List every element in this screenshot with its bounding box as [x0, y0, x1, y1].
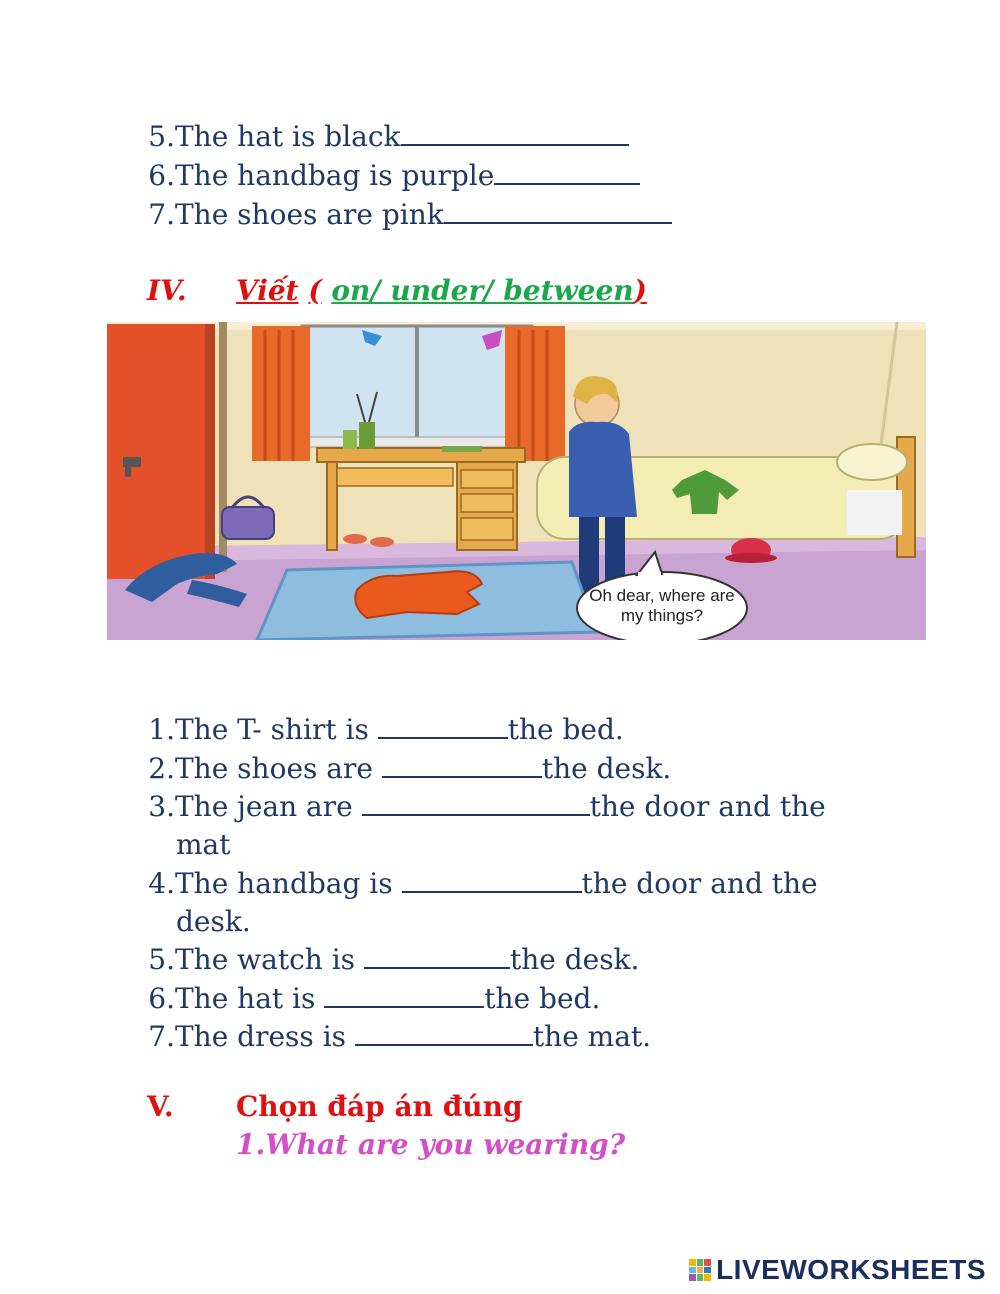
question-text-after: the bed. [507, 713, 624, 746]
item-text: The hat is black [175, 120, 401, 153]
answer-blank[interactable] [355, 1018, 533, 1046]
question-text-after: the door and the [589, 790, 826, 823]
answer-blank[interactable] [378, 711, 508, 739]
item-number: 5. [148, 943, 175, 976]
paren-close: ) [633, 274, 647, 307]
section-iv-title [236, 272, 647, 310]
item-text: The shoes are pink [175, 198, 444, 231]
item-number: 7. [148, 198, 175, 231]
question-text-after: the bed. [484, 982, 601, 1015]
answer-blank[interactable] [401, 118, 629, 146]
question-text-after: the desk. [541, 752, 672, 785]
item-number: 6. [148, 982, 175, 1015]
item-text: The handbag is purple [175, 159, 495, 192]
question-text-before: The dress is [175, 1020, 355, 1053]
bedroom-illustration [107, 322, 926, 640]
word-options: on/ under/ between [331, 274, 634, 307]
item-number: 6. [148, 159, 175, 192]
section-v-title: Chọn đáp án đúng [236, 1090, 523, 1123]
item-number: 1. [148, 713, 175, 746]
speech-bubble-text: Oh dear, where are my things? [589, 586, 735, 625]
bedroom-scene-image [107, 322, 926, 640]
question-text-before: The watch is [175, 943, 364, 976]
question-text-after: the mat. [532, 1020, 652, 1053]
item-number: 2. [148, 752, 175, 785]
question-text-before: The handbag is [175, 867, 402, 900]
answer-blank[interactable] [382, 750, 542, 778]
answer-blank[interactable] [402, 865, 582, 893]
answer-blank[interactable] [444, 196, 672, 224]
answer-blank[interactable] [362, 788, 590, 816]
logo-grid-icon [689, 1259, 711, 1281]
answer-blank[interactable] [364, 941, 510, 969]
question-4-continuation: desk. [176, 905, 251, 938]
question-text-before: The T- shirt is [175, 713, 378, 746]
logo-text: LIVEWORKSHEETS [716, 1254, 986, 1285]
question-3-continuation: mat [176, 828, 231, 861]
title-viet: Viết [236, 274, 299, 307]
item-number: 4. [148, 867, 175, 900]
answer-blank[interactable] [324, 980, 484, 1008]
answer-blank[interactable] [494, 157, 640, 185]
question-text-after: the door and the [581, 867, 818, 900]
liveworksheets-logo [689, 1252, 986, 1288]
section-iv-number: IV. [147, 274, 187, 307]
question-text-before: The jean are [175, 790, 362, 823]
item-number: 5. [148, 120, 175, 153]
section-v-question-1: 1.What are you wearing? [236, 1128, 626, 1161]
question-text-after: the desk. [509, 943, 640, 976]
question-text-before: The shoes are [175, 752, 382, 785]
question-text-before: The hat is [175, 982, 325, 1015]
section-v-number: V. [147, 1090, 174, 1123]
item-number: 3. [148, 790, 175, 823]
item-number: 7. [148, 1020, 175, 1053]
paren-open: ( [308, 274, 322, 307]
